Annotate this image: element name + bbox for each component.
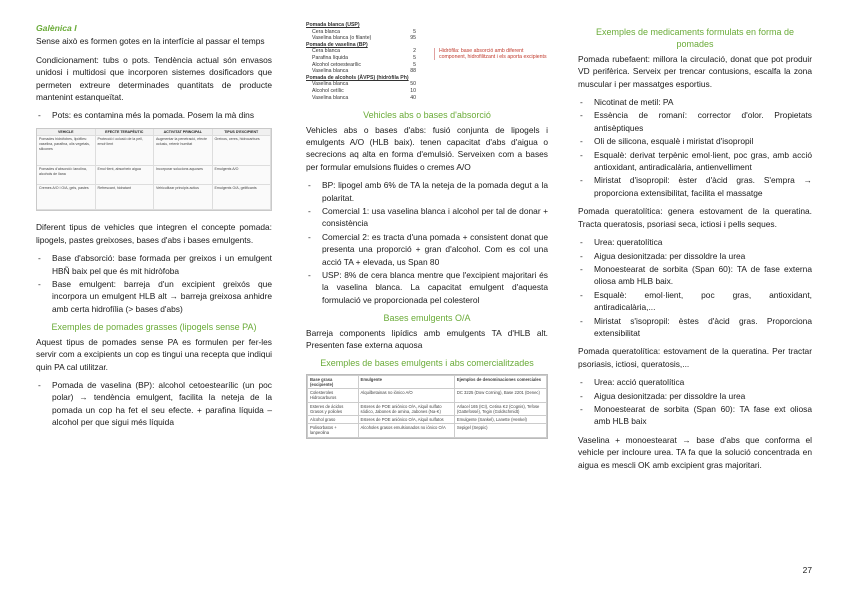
paragraph: Aquest tipus de pomades sense PA es formulen per fer-les servir com a excipients un cop es tingui una recepta que indiqui quin PA cal utilitzar. <box>36 336 272 372</box>
list-item: - Esqualè: emol·lient, poc gras, antioxidant, antiradicalària,... <box>578 289 812 314</box>
table-cell: Alcoholes grasos emulsionados no iónico O/A <box>358 424 454 437</box>
table-cell: Cremes A/O i O/A, gels, pastes <box>37 185 96 210</box>
list-item: - Oli de silicona, esqualè i miristat d'isopropil <box>578 135 812 147</box>
list-item: - Miristat d'isopropil: èster d'àcid gras. S'empra → proporciona extensibilitat, facilita el massatge <box>578 174 812 199</box>
ingredient: Parafina líquida <box>312 54 349 61</box>
paragraph: Vaselina + monoestearat → base d'abs que conforma el vehicle per incloure urea. TA fa que la solució concentrada en aigua es mescli OK amb excipient gras majoritari. <box>578 434 812 470</box>
list-item: - Comercial 1: usa vaselina blanca i alcohol per tal de donar + consistència <box>306 205 548 230</box>
page-number: 27 <box>802 565 812 575</box>
list-item: - Monoestearat de sorbita (Span 60): TA de fase externa oliosa amb HLB baix. <box>578 263 812 288</box>
table-cell: DC 3225 (Dow Corning), Base 2201 (Denec) <box>454 389 546 402</box>
table-cell: Alcohol graso <box>308 416 359 424</box>
table-header: Ejemplos de denominaciones comerciales <box>454 375 546 388</box>
formula-row <box>306 88 416 95</box>
amount: 5 <box>413 28 416 35</box>
formula-row <box>306 62 416 69</box>
amount: 50 <box>410 81 416 88</box>
table-row <box>308 416 547 424</box>
amount: 10 <box>410 87 416 94</box>
formula-box <box>306 22 548 101</box>
table-header: ACTIVITAT PRINCIPAL <box>154 129 213 137</box>
table-cell: Colesteroles Hidrocarburos <box>308 389 359 402</box>
paragraph: Pomada queratolítica: estovament de la queratina. Per tractar psoriasis, ictiosi, queratosis,... <box>578 346 812 369</box>
bullet-list <box>578 96 812 199</box>
list-item: - Base d'absorció: base formada per greixos i un emulgent HBÑ baix pel que és mit hidròfoba <box>36 252 272 277</box>
ingredient: Vaselina blanca <box>312 81 349 88</box>
list-item: - Nicotinat de metil: PA <box>578 96 812 108</box>
table-cell: Vehiculitzar principis actius <box>154 185 213 210</box>
table-cell: Protecció i oclusió de la pell, emol·lient <box>96 136 155 166</box>
list-item: - Aigua desionitzada: per dissoldre la urea <box>578 390 812 402</box>
list-item: - BP: lipogel amb 6% de TA la neteja de la pomada degut a la polaritat. <box>306 179 548 204</box>
bullet-list <box>578 236 812 339</box>
amount: 5 <box>413 54 416 61</box>
ingredient: Alcohol cetoestearílic <box>312 61 362 68</box>
formula-row <box>306 95 416 102</box>
list-item: - Urea: acció queratolítica <box>578 376 812 388</box>
table-cell: Polisorbatos + lanpeolina <box>308 424 359 437</box>
amount: 2 <box>413 48 416 55</box>
list-item: - Essència de romaní: corrector d'olor. Propietats antisèptiques <box>578 109 812 134</box>
formula-title: Pomada de vaselina (BP) <box>306 41 368 48</box>
paragraph: Vehicles abs o bases d'abs: fusió conjunta de lipogels i emulgents A/O (HLB baix). tenen capacitat d'abs d'aigua o secrecions aq alta en forma d'emulsió. Serveixen com a bases per formular emulsions fluides o cremes A/O <box>306 124 548 172</box>
section-heading: Exemples de bases emulgents i abs comercialitzades <box>320 358 534 369</box>
table-row <box>308 402 547 415</box>
amount: 40 <box>410 94 416 101</box>
table-cell: Emulgents O/A, gelificants <box>213 185 272 210</box>
list-item: - Monoestearat de sorbita (Span 60): TA fase ext oliosa amb HLB baix <box>578 403 812 428</box>
table-header: EFECTE TERAPÈUTIC <box>96 129 155 137</box>
section-heading: Exemples de pomades grasses (lipogels sense PA) <box>51 322 257 333</box>
table-row <box>308 389 547 402</box>
table-cell: Esteres de POE aniónico O/A, Alquil sulfato sódico, Jabones de amina, Jabones (Na-K) <box>358 402 454 415</box>
table-header: Emulgente <box>358 375 454 388</box>
table-cell: Pomades hidròfobes, lipòfiles: vaselina, parafina, olis vegetals, silicones <box>37 136 96 166</box>
ingredient: Alcohol cetílic <box>312 87 344 94</box>
formula-row <box>306 55 416 62</box>
paragraph: Pomada queratolítica: genera estovament de la queratina. Tracta queratosis, psoriasi seca, ictiosi i pells seques. <box>578 206 812 229</box>
list-item: - Pomada de vaselina (BP): alcohol cetoestearílic (un poc polar) → tendència emulgent, facilita la neteja de la pomada un cop ha fet el seu efecte. + parafina líquida – alcohol per que sigui més líquida <box>36 379 272 429</box>
column-left <box>36 22 272 435</box>
bullet-list <box>36 252 272 315</box>
formula-title: Pomada blanca (USP) <box>306 22 360 28</box>
formula-row <box>306 48 416 55</box>
bullet-list <box>306 179 548 306</box>
bullet-list <box>36 379 272 429</box>
ingredient: Cera blanca <box>312 48 340 55</box>
section-heading: Exemples de medicaments formulats en forma de pomades <box>595 27 795 50</box>
vehicle-table-image <box>36 128 272 212</box>
list-item: - Urea: queratolítica <box>578 236 812 248</box>
formula-row <box>306 35 416 42</box>
list-item: - Miristat s'isopropil: èstes d'àcid gras. Proporciona extensibilitat <box>578 315 812 340</box>
table-cell: Refrescant, hidratant <box>96 185 155 210</box>
list-item: - Pots: es contamina més la pomada. Posem la mà dins <box>36 109 272 121</box>
paragraph: Condicionament: tubs o pots. Tendència actual són envasos unidosi i multidosi que incorporen sistemes dosificadors que permeten extreure determinades quantitats de producte mantenint estanqueïtat. <box>36 54 272 103</box>
column-middle <box>306 22 548 439</box>
paragraph: Diferent tipus de vehicles que integren el concepte pomada: lipogels, pastes greixoses, bases d'abs i bases emulgents. <box>36 222 272 245</box>
table-cell: Emol·lient, absorbeix aigua <box>96 166 155 185</box>
amount: 88 <box>410 68 416 75</box>
table-header: VEHICLE <box>37 129 96 137</box>
table-cell: Arlacel 165 (ICI), Cetina K2 (Cognis), Tefose (Gattefossé), Tegin (Goldschmidt) <box>454 402 546 415</box>
column-right <box>578 22 812 477</box>
table-cell: Pomades d'absorció: lanolina, alcohols de llana <box>37 166 96 185</box>
amount: 5 <box>413 61 416 68</box>
table-cell: Emulgente (Sankel), Lanette (Henkel) <box>454 416 546 424</box>
section-heading: Galènica I <box>36 23 77 33</box>
table-cell: Incorporar solucions aquoses <box>154 166 213 185</box>
formula-row <box>306 81 416 88</box>
list-item: - Aigua desionitzada: per dissoldre la urea <box>578 250 812 262</box>
table-cell: Esteres de POE aniónico O/A, Alquil sulfatos <box>358 416 454 424</box>
formula-row <box>306 29 416 36</box>
list-item: - Comercial 2: es tracta d'una pomada + consistent donat que presenta una proporció + gran d'alcohol. Com es col una acció TA + elevada, us Span 80 <box>306 231 548 268</box>
section-heading: Bases emulgents O/A <box>383 313 471 324</box>
ingredient: Cera blanca <box>312 28 340 35</box>
section-heading: Vehicles abs o bases d'absorció <box>363 110 491 121</box>
ingredient: Vaselina blanca <box>312 68 349 75</box>
ingredient: Vaselina blanca (o filante) <box>312 35 372 42</box>
paragraph: Sense això es formen gotes en la interfície al passar el temps <box>36 36 265 47</box>
margin-note: Hidròfila: base absorció amb diferent component, hidrofilitzant i els aporta excipients <box>434 48 551 60</box>
table-cell: Esteres de ácidos Grasos y polioles <box>308 402 359 415</box>
paragraph: Barreja components lipídics amb emulgents TA d'HLB alt. Presenten fase externa aquosa <box>306 327 548 351</box>
ingredient: Vaselina blanca <box>312 94 349 101</box>
table-cell: Greixos, ceres, hidrocarburs <box>213 136 272 166</box>
list-item: - Base emulgent: barreja d'un excipient greixós que incorpora un emulgent HLB alt → barreja greixosa anhidre amb certa hidrofília (> bases d'abs) <box>36 278 272 315</box>
formula-row <box>306 68 416 75</box>
table-cell: Alquilbetainas no iónico A/O <box>358 389 454 402</box>
bullet-list <box>578 376 812 428</box>
list-item: - Esqualè: derivat terpènic emol·lient, poc gras, amb acció antioxidant, antiradicalària, antienvelliment <box>578 149 812 174</box>
table-cell: Emulgents A/O <box>213 166 272 185</box>
table-row <box>308 424 547 437</box>
list-item: - USP: 8% de cera blanca mentre que l'excipient majoritari és la vaselina blanca. La capacitat emulgent d'aquesta formulació ve proporcionada pel colesterol <box>306 269 548 306</box>
table-cell: Sepigel (Seppic) <box>454 424 546 437</box>
commercial-bases-table <box>306 374 548 439</box>
table-header: Base grasa (excipiente) <box>308 375 359 388</box>
amount: 95 <box>410 35 416 42</box>
formula-title: Pomada de alcohols (ÀVPS) (hidròfila Ph) <box>306 74 409 81</box>
table-header: TIPUS D'EXCIPIENT <box>213 129 272 137</box>
table-cell: Augmentar la penetració, efecte oclusiu, retenir humitat <box>154 136 213 166</box>
bullet-list <box>36 109 272 121</box>
paragraph: Pomada rubefaent: millora la circulació, donat que pot produir VD perifèrica. Serveix per trencar contusions, escalfa la zona muscular i per massatges esportius. <box>578 53 812 89</box>
